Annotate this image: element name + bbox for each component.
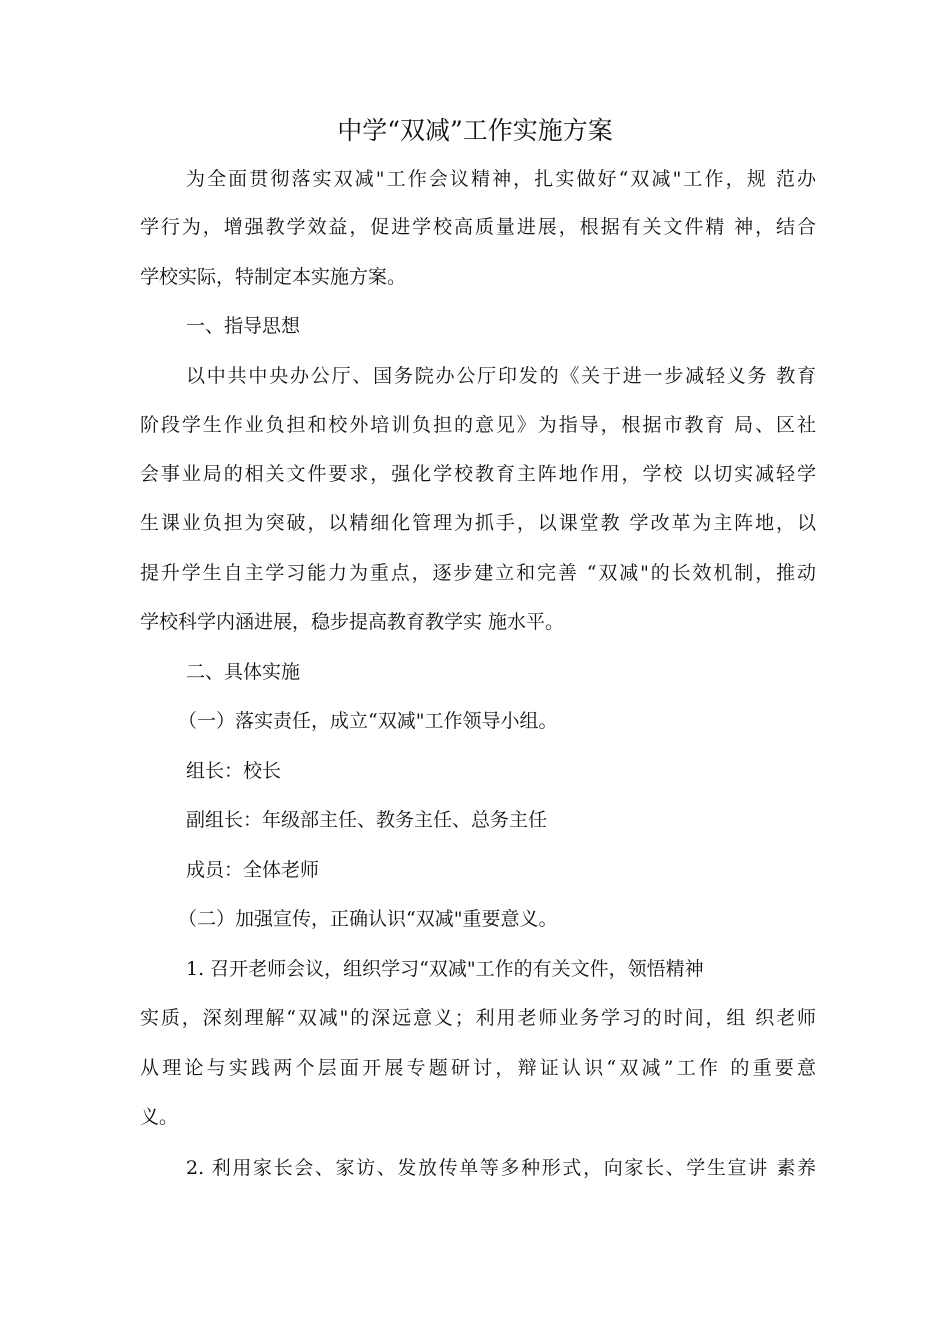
paragraph-line: 会事业局的相关文件要求，强化学校教育主阵地作用，学校 以切实减轻学 (140, 463, 816, 485)
paragraph-line: 生课业负担为突破，以精细化管理为抓手，以课堂教 学改革为主阵地，以 (140, 512, 816, 534)
paragraph-line: 提升学生自主学习能力为重点，逐步建立和完善 “双减"的长效机制，推动 (140, 562, 816, 584)
document-title: 中学“双减”工作实施方案 (337, 116, 613, 145)
paragraph-line: 为全面贯彻落实双减"工作会议精神，扎实做好“双减"工作，规 范办 (186, 168, 816, 190)
paragraph-line: 阶段学生作业负担和校外培训负担的意见》为指导，根据市教育 局、区社 (140, 414, 816, 436)
paragraph-line: 2. 利用家长会、家访、发放传单等多种形式，向家长、学生宣讲 素养 (186, 1157, 816, 1179)
section-heading: 一、指导思想 (186, 315, 301, 337)
paragraph-line: 实质，深刻理解“双减"的深远意义；利用老师业务学习的时间，组 织老师 (140, 1007, 816, 1029)
paragraph-line: 学校科学内涵进展，稳步提高教育教学实 施水平。 (140, 611, 565, 633)
paragraph-line: 组长：校长 (186, 760, 282, 782)
paragraph-line: 以中共中央办公厅、国务院办公厅印发的《关于进一步减轻义务 教育 (186, 365, 816, 387)
subsection-heading: （一）落实责任，成立“双减"工作领导小组。 (178, 710, 558, 732)
paragraph-line: 义。 (140, 1106, 179, 1128)
paragraph-line: 成员：全体老师 (186, 859, 320, 881)
paragraph-line: 1. 召开老师会议，组织学习“双减"工作的有关文件，领悟精神 (186, 958, 704, 980)
subsection-heading: （二）加强宣传，正确认识“双减"重要意义。 (178, 908, 558, 930)
paragraph-line: 从理论与实践两个层面开展专题研讨，辩证认识“双减”工作 的重要意 (140, 1057, 816, 1079)
section-heading: 二、具体实施 (186, 661, 301, 683)
paragraph-line: 副组长：年级部主任、教务主任、总务主任 (186, 809, 548, 831)
paragraph-line: 学行为，增强教学效益，促进学校高质量进展，根据有关文件精 神，结合 (140, 216, 816, 238)
paragraph-line: 学校实际，特制定本实施方案。 (140, 266, 407, 288)
